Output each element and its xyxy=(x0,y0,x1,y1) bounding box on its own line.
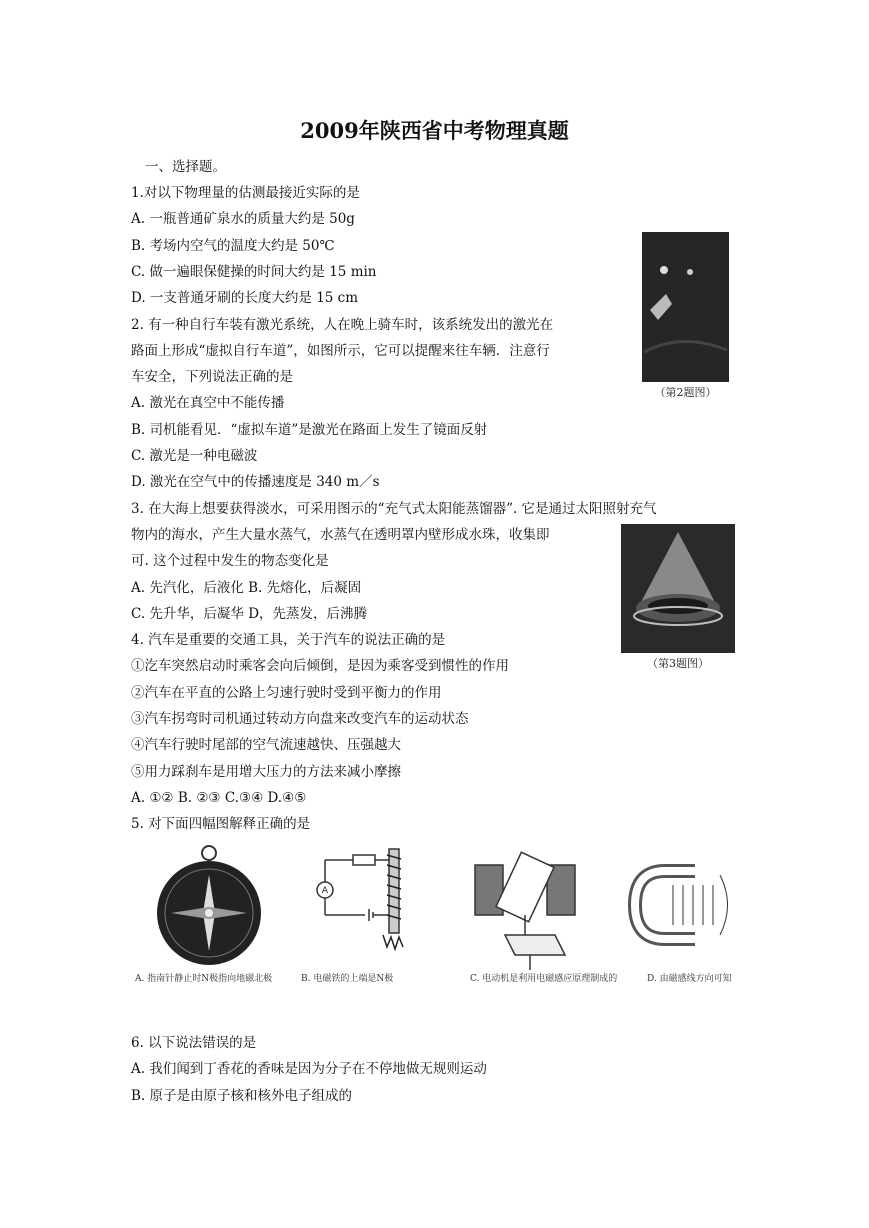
text-line: C. 做一遍眼保健操的时间大约是 15 min xyxy=(131,263,377,280)
text-line: ②汽车在平直的公路上匀速行驶时受到平衡力的作用 xyxy=(131,684,442,701)
text-line: ⑤用力踩刹车是用增大压力的方法来减小摩擦 xyxy=(131,763,401,780)
text-line: 2. 有一种自行车装有激光系统，人在晚上骑车时，该系统发出的激光在 xyxy=(131,316,554,333)
text-line: 可. 这个过程中发生的物态变化是 xyxy=(131,553,329,570)
text-line: ④汽车行驶时尾部的空气流速越快、压强越大 xyxy=(131,737,401,754)
text-line: 6. 以下说法错误的是 xyxy=(131,1035,257,1051)
ammeter-label: A xyxy=(321,886,329,896)
text-line: B. 原子是由原子核和核外电子组成的 xyxy=(131,1087,353,1104)
text-line: D. 激光在空气中的传播速度是 340 m／s xyxy=(131,474,380,491)
fig2-caption: （第2题图） xyxy=(642,382,729,404)
text-line: C. 激光是一种电磁波 xyxy=(131,448,258,464)
fig3-caption: （第3题图） xyxy=(621,653,735,675)
text-line: A. 先汽化，后液化 B. 先熔化，后凝固 xyxy=(131,579,362,596)
text-line: B. 司机能看见．“虚拟车道”是激光在路面上发生了镜面反射 xyxy=(131,421,488,438)
text-line: A. 一瓶普通矿泉水的质量大约是 50g xyxy=(131,211,355,228)
fig5-caption-b: B. 电磁铁的上端是N极 xyxy=(301,974,394,984)
motor-icon xyxy=(475,852,575,970)
horseshoe-magnet-icon xyxy=(635,871,728,939)
text-line: A. ①② B. ②③ C.③④ D.④⑤ xyxy=(131,789,307,806)
fig5-caption-d: D. 由磁感线方向可知 xyxy=(647,974,732,984)
section-heading: 一、选择题。 xyxy=(145,159,226,175)
compass-icon xyxy=(157,846,261,965)
text-line: 物内的海水，产生大量水蒸气，水蒸气在透明罩内壁形成水珠，收集即 xyxy=(131,526,550,543)
text-line: 1.对以下物理量的估测最接近实际的是 xyxy=(131,185,360,201)
text-line: A. 激光在真空中不能传播 xyxy=(131,395,285,412)
fig5-four-figures xyxy=(135,835,737,995)
text-line: C. 先升华，后凝华 D，先蒸发，后沸腾 xyxy=(131,605,368,622)
text-line: 4. 汽车是重要的交通工具，关于汽车的说法正确的是 xyxy=(131,632,446,649)
fig2-laser-bike-photo xyxy=(642,232,729,404)
page-title: 2009年陕西省中考物理真题 xyxy=(300,118,569,143)
text-line: ①汔车突然启动时乘客会向后倾倒，是因为乘客受到惯性的作用 xyxy=(131,658,509,675)
text-line: A. 我们闻到丁香花的香味是因为分子在不停地做无规则运动 xyxy=(131,1061,487,1078)
text-line: D. 一支普通牙刷的长度大约是 15 cm xyxy=(131,290,359,307)
fig5-caption-a: A. 指南针静止时N极指向地磁北极 xyxy=(135,974,273,984)
electromagnet-circuit-icon xyxy=(317,849,403,949)
fig5-caption-c: C. 电动机是利用电磁感应原理制成的 xyxy=(470,974,618,984)
text-line: 5. 对下面四幅图解释正确的是 xyxy=(131,816,311,833)
text-line: 车安全，下列说法正确的是 xyxy=(131,369,293,386)
fig3-solar-still-photo xyxy=(621,524,735,675)
text-line: ③汽车拐弯时司机通过转动方向盘来改变汽车的运动状态 xyxy=(131,711,469,727)
text-line: 3. 在大海上想要获得淡水，可采用图示的“充气式太阳能蒸馏器”. 它是通过太阳照射充气 xyxy=(131,500,657,517)
text-line: B. 考场内空气的温度大约是 50℃ xyxy=(131,237,335,254)
text-line: 路面上形成“虚拟自行车道”，如图所示，它可以提醒来往车辆．注意行 xyxy=(131,342,550,359)
